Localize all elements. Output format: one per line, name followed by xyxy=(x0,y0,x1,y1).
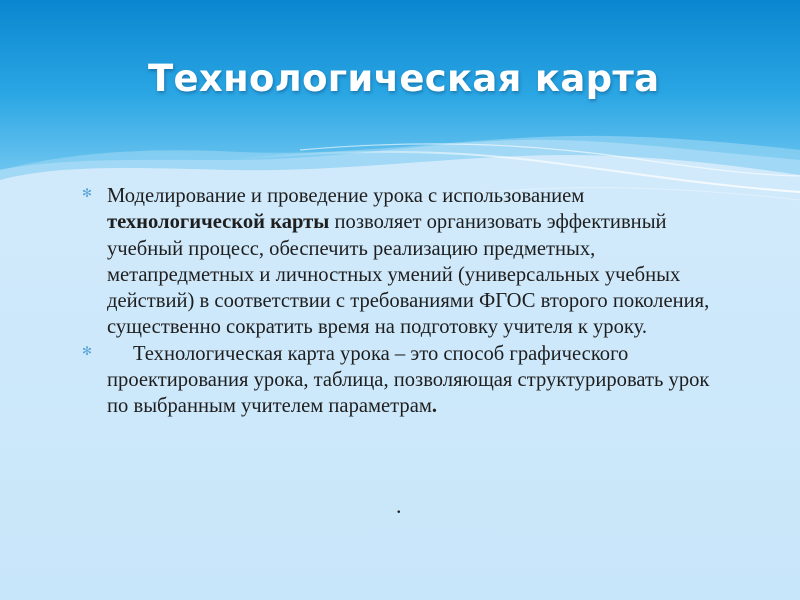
bullet-text xyxy=(107,343,709,418)
bullet-item-1 xyxy=(82,183,722,341)
bullet-item-2 xyxy=(82,341,722,420)
bullet-bold-period: . xyxy=(431,395,438,418)
asterisk-bullet-icon: ✻ xyxy=(82,343,93,358)
bullet-text-start: Моделирование и проведение урока с использованием xyxy=(107,185,585,207)
bullet-text-end: позволяет организовать эффективный учебный процесс, обеспечить реализацию предметных, метапредметных и личностных умений (универсальных учебных действий) в соответствии с требованиями ФГОС второго поколения, существенно сократить время на подготовку учителя к уроку. xyxy=(107,211,710,339)
bullet-text xyxy=(107,185,709,338)
slide-body xyxy=(82,183,722,420)
bullet-bold-term: технологической карты xyxy=(107,211,330,234)
slide-title: Технологическая карта xyxy=(148,57,660,100)
trailing-dot: . xyxy=(396,493,402,518)
bullet-text-main: Технологическая карта урока – это способ графического проектирования урока, таблица, позволяющая структурировать урок по выбранным учителем параметрам xyxy=(107,342,710,418)
asterisk-bullet-icon: ✻ xyxy=(82,186,93,200)
